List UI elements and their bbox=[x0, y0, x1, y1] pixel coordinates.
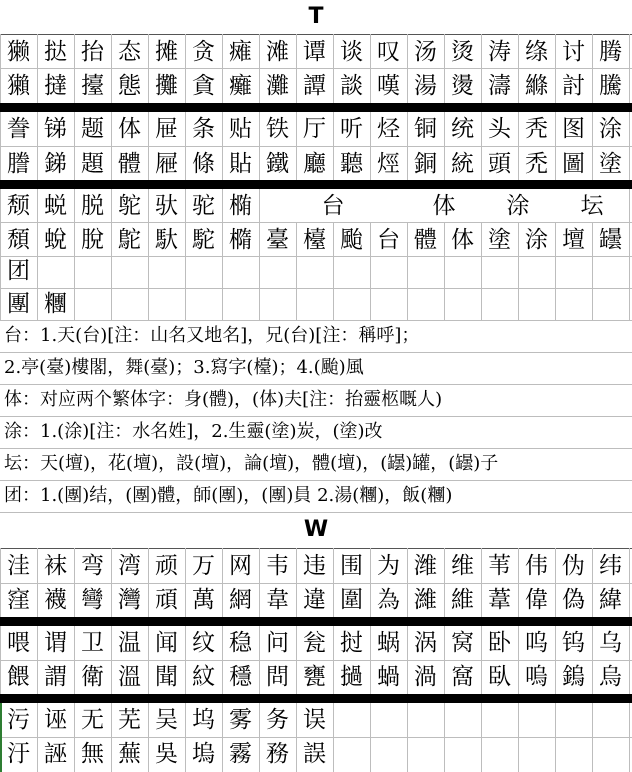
char-cell[interactable]: 甕 bbox=[303, 664, 326, 690]
char-cell[interactable]: 网 bbox=[229, 553, 252, 579]
char-cell[interactable]: 坞 bbox=[192, 707, 215, 733]
char-cell[interactable]: 網 bbox=[229, 587, 252, 613]
grid-line bbox=[0, 548, 632, 549]
char-cell[interactable]: 驮 bbox=[155, 193, 178, 219]
char-cell[interactable]: 窩 bbox=[451, 664, 474, 690]
char-cell[interactable]: 穩 bbox=[229, 664, 252, 690]
char-cell[interactable]: 蛻 bbox=[44, 227, 67, 253]
char-cell[interactable]: 条 bbox=[192, 116, 215, 142]
char-cell[interactable]: 壇 bbox=[562, 227, 585, 253]
char-cell[interactable]: 襪 bbox=[44, 587, 67, 613]
char-cell[interactable]: 蜕 bbox=[44, 193, 67, 219]
char-cell[interactable]: 渦 bbox=[414, 664, 437, 690]
char-cell[interactable]: 無 bbox=[81, 741, 104, 767]
char-cell[interactable]: 罎 bbox=[599, 227, 622, 253]
char-cell[interactable]: 臺 bbox=[266, 227, 289, 253]
char-cell[interactable]: 譚 bbox=[303, 73, 326, 99]
char-cell[interactable]: 谈 bbox=[340, 39, 363, 65]
char-cell[interactable]: 乌 bbox=[599, 630, 622, 656]
char-cell[interactable]: 挞 bbox=[44, 39, 67, 65]
char-cell[interactable]: 頑 bbox=[155, 587, 178, 613]
merged-header-cell[interactable]: 台 bbox=[321, 193, 345, 219]
char-cell[interactable]: 餵 bbox=[7, 664, 30, 690]
char-cell[interactable]: 图 bbox=[562, 116, 585, 142]
char-cell[interactable]: 團 bbox=[7, 291, 30, 317]
char-cell[interactable]: 厅 bbox=[303, 116, 326, 142]
char-cell[interactable]: 谓 bbox=[44, 630, 67, 656]
char-cell[interactable]: 体 bbox=[118, 116, 141, 142]
char-cell[interactable]: 鴕 bbox=[118, 227, 141, 253]
char-cell[interactable]: 烴 bbox=[377, 151, 400, 177]
char-cell[interactable]: 脱 bbox=[81, 193, 104, 219]
char-cell[interactable]: 頭 bbox=[488, 151, 511, 177]
char-cell[interactable]: 擡 bbox=[81, 73, 104, 99]
char-cell[interactable]: 溫 bbox=[118, 664, 141, 690]
char-cell[interactable]: 围 bbox=[340, 553, 363, 579]
note-line: 台：1.天(台)[注：山名又地名]，兄(台)[注：稱呼]； bbox=[4, 325, 420, 346]
char-cell[interactable]: 铁 bbox=[266, 116, 289, 142]
char-cell[interactable]: 臥 bbox=[488, 664, 511, 690]
char-cell[interactable]: 卧 bbox=[488, 630, 511, 656]
section-divider bbox=[0, 617, 632, 626]
char-cell[interactable]: 锑 bbox=[44, 116, 67, 142]
grid-line bbox=[0, 256, 632, 257]
char-cell[interactable]: 绦 bbox=[525, 39, 548, 65]
char-cell[interactable]: 万 bbox=[192, 553, 215, 579]
char-cell[interactable]: 縧 bbox=[525, 73, 548, 99]
char-cell[interactable]: 纹 bbox=[192, 630, 215, 656]
char-cell[interactable]: 謂 bbox=[44, 664, 67, 690]
char-cell[interactable]: 廳 bbox=[303, 151, 326, 177]
char-cell[interactable]: 韦 bbox=[266, 553, 289, 579]
char-cell[interactable]: 苇 bbox=[488, 553, 511, 579]
char-cell[interactable]: 汙 bbox=[7, 741, 30, 767]
char-cell[interactable]: 紋 bbox=[192, 664, 215, 690]
char-cell[interactable]: 颱 bbox=[340, 227, 363, 253]
char-cell[interactable]: 伪 bbox=[562, 553, 585, 579]
char-cell[interactable]: 誊 bbox=[7, 116, 30, 142]
char-cell[interactable]: 脫 bbox=[81, 227, 104, 253]
char-cell[interactable]: 屉 bbox=[155, 116, 178, 142]
char-cell[interactable]: 芜 bbox=[118, 707, 141, 733]
char-cell[interactable]: 顽 bbox=[155, 553, 178, 579]
char-cell[interactable]: 烏 bbox=[599, 664, 622, 690]
char-cell[interactable]: 偽 bbox=[562, 587, 585, 613]
char-cell[interactable]: 燙 bbox=[451, 73, 474, 99]
char-cell[interactable]: 偉 bbox=[525, 587, 548, 613]
note-line: 团：1.(團)结，(團)體，師(團)，(團)員 2.湯(糰)，飯(糰) bbox=[4, 485, 453, 506]
char-cell[interactable]: 灘 bbox=[266, 73, 289, 99]
char-cell[interactable]: 闻 bbox=[155, 630, 178, 656]
char-cell[interactable]: 馱 bbox=[155, 227, 178, 253]
char-cell[interactable]: 謄 bbox=[7, 151, 30, 177]
grid-line bbox=[0, 68, 632, 69]
char-cell[interactable]: 葦 bbox=[488, 587, 511, 613]
char-cell[interactable]: 問 bbox=[266, 664, 289, 690]
char-cell[interactable]: 贴 bbox=[229, 116, 252, 142]
char-cell[interactable]: 騰 bbox=[599, 73, 622, 99]
char-cell[interactable]: 濤 bbox=[488, 73, 511, 99]
char-cell[interactable]: 務 bbox=[266, 741, 289, 767]
section-divider bbox=[0, 103, 632, 112]
char-cell[interactable]: 貪 bbox=[192, 73, 215, 99]
char-cell[interactable]: 駝 bbox=[192, 227, 215, 253]
char-cell[interactable]: 贪 bbox=[192, 39, 215, 65]
merged-header-cell[interactable]: 坛 bbox=[580, 193, 604, 219]
char-cell[interactable]: 檯 bbox=[303, 227, 326, 253]
char-cell[interactable]: 霧 bbox=[229, 741, 252, 767]
char-cell[interactable]: 纬 bbox=[599, 553, 622, 579]
char-cell[interactable]: 圖 bbox=[562, 151, 585, 177]
section-letter-w: W bbox=[303, 517, 329, 542]
char-cell[interactable]: 灣 bbox=[118, 587, 141, 613]
char-cell[interactable]: 濰 bbox=[414, 587, 437, 613]
char-cell[interactable]: 吴 bbox=[155, 707, 178, 733]
char-cell[interactable]: 烫 bbox=[451, 39, 474, 65]
char-cell[interactable]: 吳 bbox=[155, 741, 178, 767]
grid-line bbox=[629, 189, 630, 320]
char-cell[interactable]: 橢 bbox=[229, 227, 252, 253]
char-cell[interactable]: 聽 bbox=[340, 151, 363, 177]
char-cell[interactable]: 讨 bbox=[562, 39, 585, 65]
char-cell[interactable]: 聞 bbox=[155, 664, 178, 690]
char-cell[interactable]: 塢 bbox=[192, 741, 215, 767]
char-cell[interactable]: 稳 bbox=[229, 630, 252, 656]
char-cell[interactable]: 誣 bbox=[44, 741, 67, 767]
char-cell[interactable]: 驼 bbox=[192, 193, 215, 219]
char-cell[interactable]: 窝 bbox=[451, 630, 474, 656]
char-cell[interactable]: 问 bbox=[266, 630, 289, 656]
char-cell[interactable]: 撾 bbox=[340, 664, 363, 690]
char-cell[interactable]: 攤 bbox=[155, 73, 178, 99]
section-letter-t: T bbox=[308, 4, 324, 29]
char-cell[interactable]: 塗 bbox=[488, 227, 511, 253]
section-divider bbox=[0, 180, 632, 189]
char-cell[interactable]: 头 bbox=[488, 116, 511, 142]
char-cell[interactable]: 湾 bbox=[118, 553, 141, 579]
char-cell[interactable]: 雾 bbox=[229, 707, 252, 733]
char-cell[interactable]: 务 bbox=[266, 707, 289, 733]
char-cell[interactable]: 銻 bbox=[44, 151, 67, 177]
char-cell[interactable]: 獺 bbox=[7, 73, 30, 99]
char-cell[interactable]: 統 bbox=[451, 151, 474, 177]
grid-line bbox=[0, 146, 632, 147]
char-cell[interactable]: 呜 bbox=[525, 630, 548, 656]
char-cell[interactable]: 鸵 bbox=[118, 193, 141, 219]
char-cell[interactable]: 谭 bbox=[303, 39, 326, 65]
char-cell[interactable]: 維 bbox=[451, 587, 474, 613]
char-cell[interactable]: 體 bbox=[414, 227, 437, 253]
char-cell[interactable]: 嘆 bbox=[377, 73, 400, 99]
char-cell[interactable]: 团 bbox=[7, 258, 30, 284]
char-cell[interactable]: 伟 bbox=[525, 553, 548, 579]
char-cell[interactable]: 秃 bbox=[525, 116, 548, 142]
char-cell[interactable]: 无 bbox=[81, 707, 104, 733]
char-cell[interactable]: 彎 bbox=[81, 587, 104, 613]
char-cell[interactable]: 瓮 bbox=[303, 630, 326, 656]
char-cell[interactable]: 铜 bbox=[414, 116, 437, 142]
char-cell[interactable]: 腾 bbox=[599, 39, 622, 65]
section-divider bbox=[0, 694, 632, 703]
char-cell[interactable]: 听 bbox=[340, 116, 363, 142]
char-cell[interactable]: 談 bbox=[340, 73, 363, 99]
grid-line bbox=[0, 222, 632, 223]
char-cell[interactable]: 潍 bbox=[414, 553, 437, 579]
char-cell[interactable]: 瘫 bbox=[229, 39, 252, 65]
note-line: 涂：1.(涂)[注：水名姓]，2.生靈(塗)炭，(塗)改 bbox=[4, 421, 383, 442]
char-cell[interactable]: 态 bbox=[118, 39, 141, 65]
char-cell[interactable]: 討 bbox=[562, 73, 585, 99]
merged-header-cell[interactable]: 涂 bbox=[506, 193, 530, 219]
char-cell[interactable]: 统 bbox=[451, 116, 474, 142]
char-cell[interactable]: 題 bbox=[81, 151, 104, 177]
grid-line bbox=[0, 34, 632, 35]
char-cell[interactable]: 涡 bbox=[414, 630, 437, 656]
char-cell[interactable]: 湯 bbox=[414, 73, 437, 99]
note-line: 体：对应两个繁体字：身(體)，(体)夫[注：抬靈柩嘅人) bbox=[4, 389, 443, 410]
char-cell[interactable]: 烃 bbox=[377, 116, 400, 142]
char-cell[interactable]: 嗚 bbox=[525, 664, 548, 690]
char-cell[interactable]: 鐵 bbox=[266, 151, 289, 177]
char-cell[interactable]: 涂 bbox=[525, 227, 548, 253]
char-cell[interactable]: 误 bbox=[303, 707, 326, 733]
char-cell[interactable]: 屜 bbox=[155, 151, 178, 177]
char-cell[interactable]: 條 bbox=[192, 151, 215, 177]
char-cell[interactable]: 糰 bbox=[44, 291, 67, 317]
char-cell[interactable]: 挝 bbox=[340, 630, 363, 656]
char-cell[interactable]: 诬 bbox=[44, 707, 67, 733]
char-cell[interactable]: 塗 bbox=[599, 151, 622, 177]
char-cell[interactable]: 蝸 bbox=[377, 664, 400, 690]
char-cell[interactable]: 緯 bbox=[599, 587, 622, 613]
char-cell[interactable]: 弯 bbox=[81, 553, 104, 579]
char-cell[interactable]: 汤 bbox=[414, 39, 437, 65]
char-cell[interactable]: 銅 bbox=[414, 151, 437, 177]
char-cell[interactable]: 獭 bbox=[7, 39, 30, 65]
grid-line bbox=[0, 288, 632, 289]
char-cell[interactable]: 誤 bbox=[303, 741, 326, 767]
char-cell[interactable]: 鎢 bbox=[562, 664, 585, 690]
char-cell[interactable]: 態 bbox=[118, 73, 141, 99]
char-cell[interactable]: 涂 bbox=[599, 116, 622, 142]
char-cell[interactable]: 体 bbox=[451, 227, 474, 253]
char-cell[interactable]: 韋 bbox=[266, 587, 289, 613]
merged-header-cell[interactable]: 体 bbox=[432, 193, 456, 219]
char-cell[interactable]: 衛 bbox=[81, 664, 104, 690]
char-cell[interactable]: 癱 bbox=[229, 73, 252, 99]
char-cell[interactable]: 體 bbox=[118, 151, 141, 177]
char-cell[interactable]: 题 bbox=[81, 116, 104, 142]
char-cell[interactable]: 萬 bbox=[192, 587, 215, 613]
char-cell[interactable]: 滩 bbox=[266, 39, 289, 65]
char-cell[interactable]: 禿 bbox=[525, 151, 548, 177]
char-cell[interactable]: 维 bbox=[451, 553, 474, 579]
char-cell[interactable]: 温 bbox=[118, 630, 141, 656]
char-cell[interactable]: 為 bbox=[377, 587, 400, 613]
char-cell[interactable]: 蜗 bbox=[377, 630, 400, 656]
char-cell[interactable]: 叹 bbox=[377, 39, 400, 65]
selection-edge bbox=[0, 703, 2, 772]
char-cell[interactable]: 圍 bbox=[340, 587, 363, 613]
char-cell[interactable]: 摊 bbox=[155, 39, 178, 65]
grid-line bbox=[0, 512, 632, 513]
char-cell[interactable]: 蕪 bbox=[118, 741, 141, 767]
char-cell[interactable]: 钨 bbox=[562, 630, 585, 656]
char-cell[interactable]: 頹 bbox=[7, 227, 30, 253]
note-line: 坛：天(壇)，花(壇)，設(壇)，論(壇)，體(壇)，(罎)罐，(罎)子 bbox=[4, 453, 499, 474]
char-cell[interactable]: 台 bbox=[377, 227, 400, 253]
char-cell[interactable]: 喂 bbox=[7, 630, 30, 656]
note-line: 2.亭(臺)樓閣，舞(臺)；3.寫字(檯)；4.(颱)風 bbox=[4, 357, 364, 378]
char-cell[interactable]: 涛 bbox=[488, 39, 511, 65]
char-cell[interactable]: 違 bbox=[303, 587, 326, 613]
char-cell[interactable]: 椭 bbox=[229, 193, 252, 219]
char-cell[interactable]: 违 bbox=[303, 553, 326, 579]
char-cell[interactable]: 撻 bbox=[44, 73, 67, 99]
char-cell[interactable]: 为 bbox=[377, 553, 400, 579]
char-cell[interactable]: 抬 bbox=[81, 39, 104, 65]
char-cell[interactable]: 污 bbox=[7, 707, 30, 733]
char-cell[interactable]: 颓 bbox=[7, 193, 30, 219]
char-cell[interactable]: 貼 bbox=[229, 151, 252, 177]
char-cell[interactable]: 窪 bbox=[7, 587, 30, 613]
char-cell[interactable]: 卫 bbox=[81, 630, 104, 656]
char-cell[interactable]: 袜 bbox=[44, 553, 67, 579]
char-cell[interactable]: 洼 bbox=[7, 553, 30, 579]
